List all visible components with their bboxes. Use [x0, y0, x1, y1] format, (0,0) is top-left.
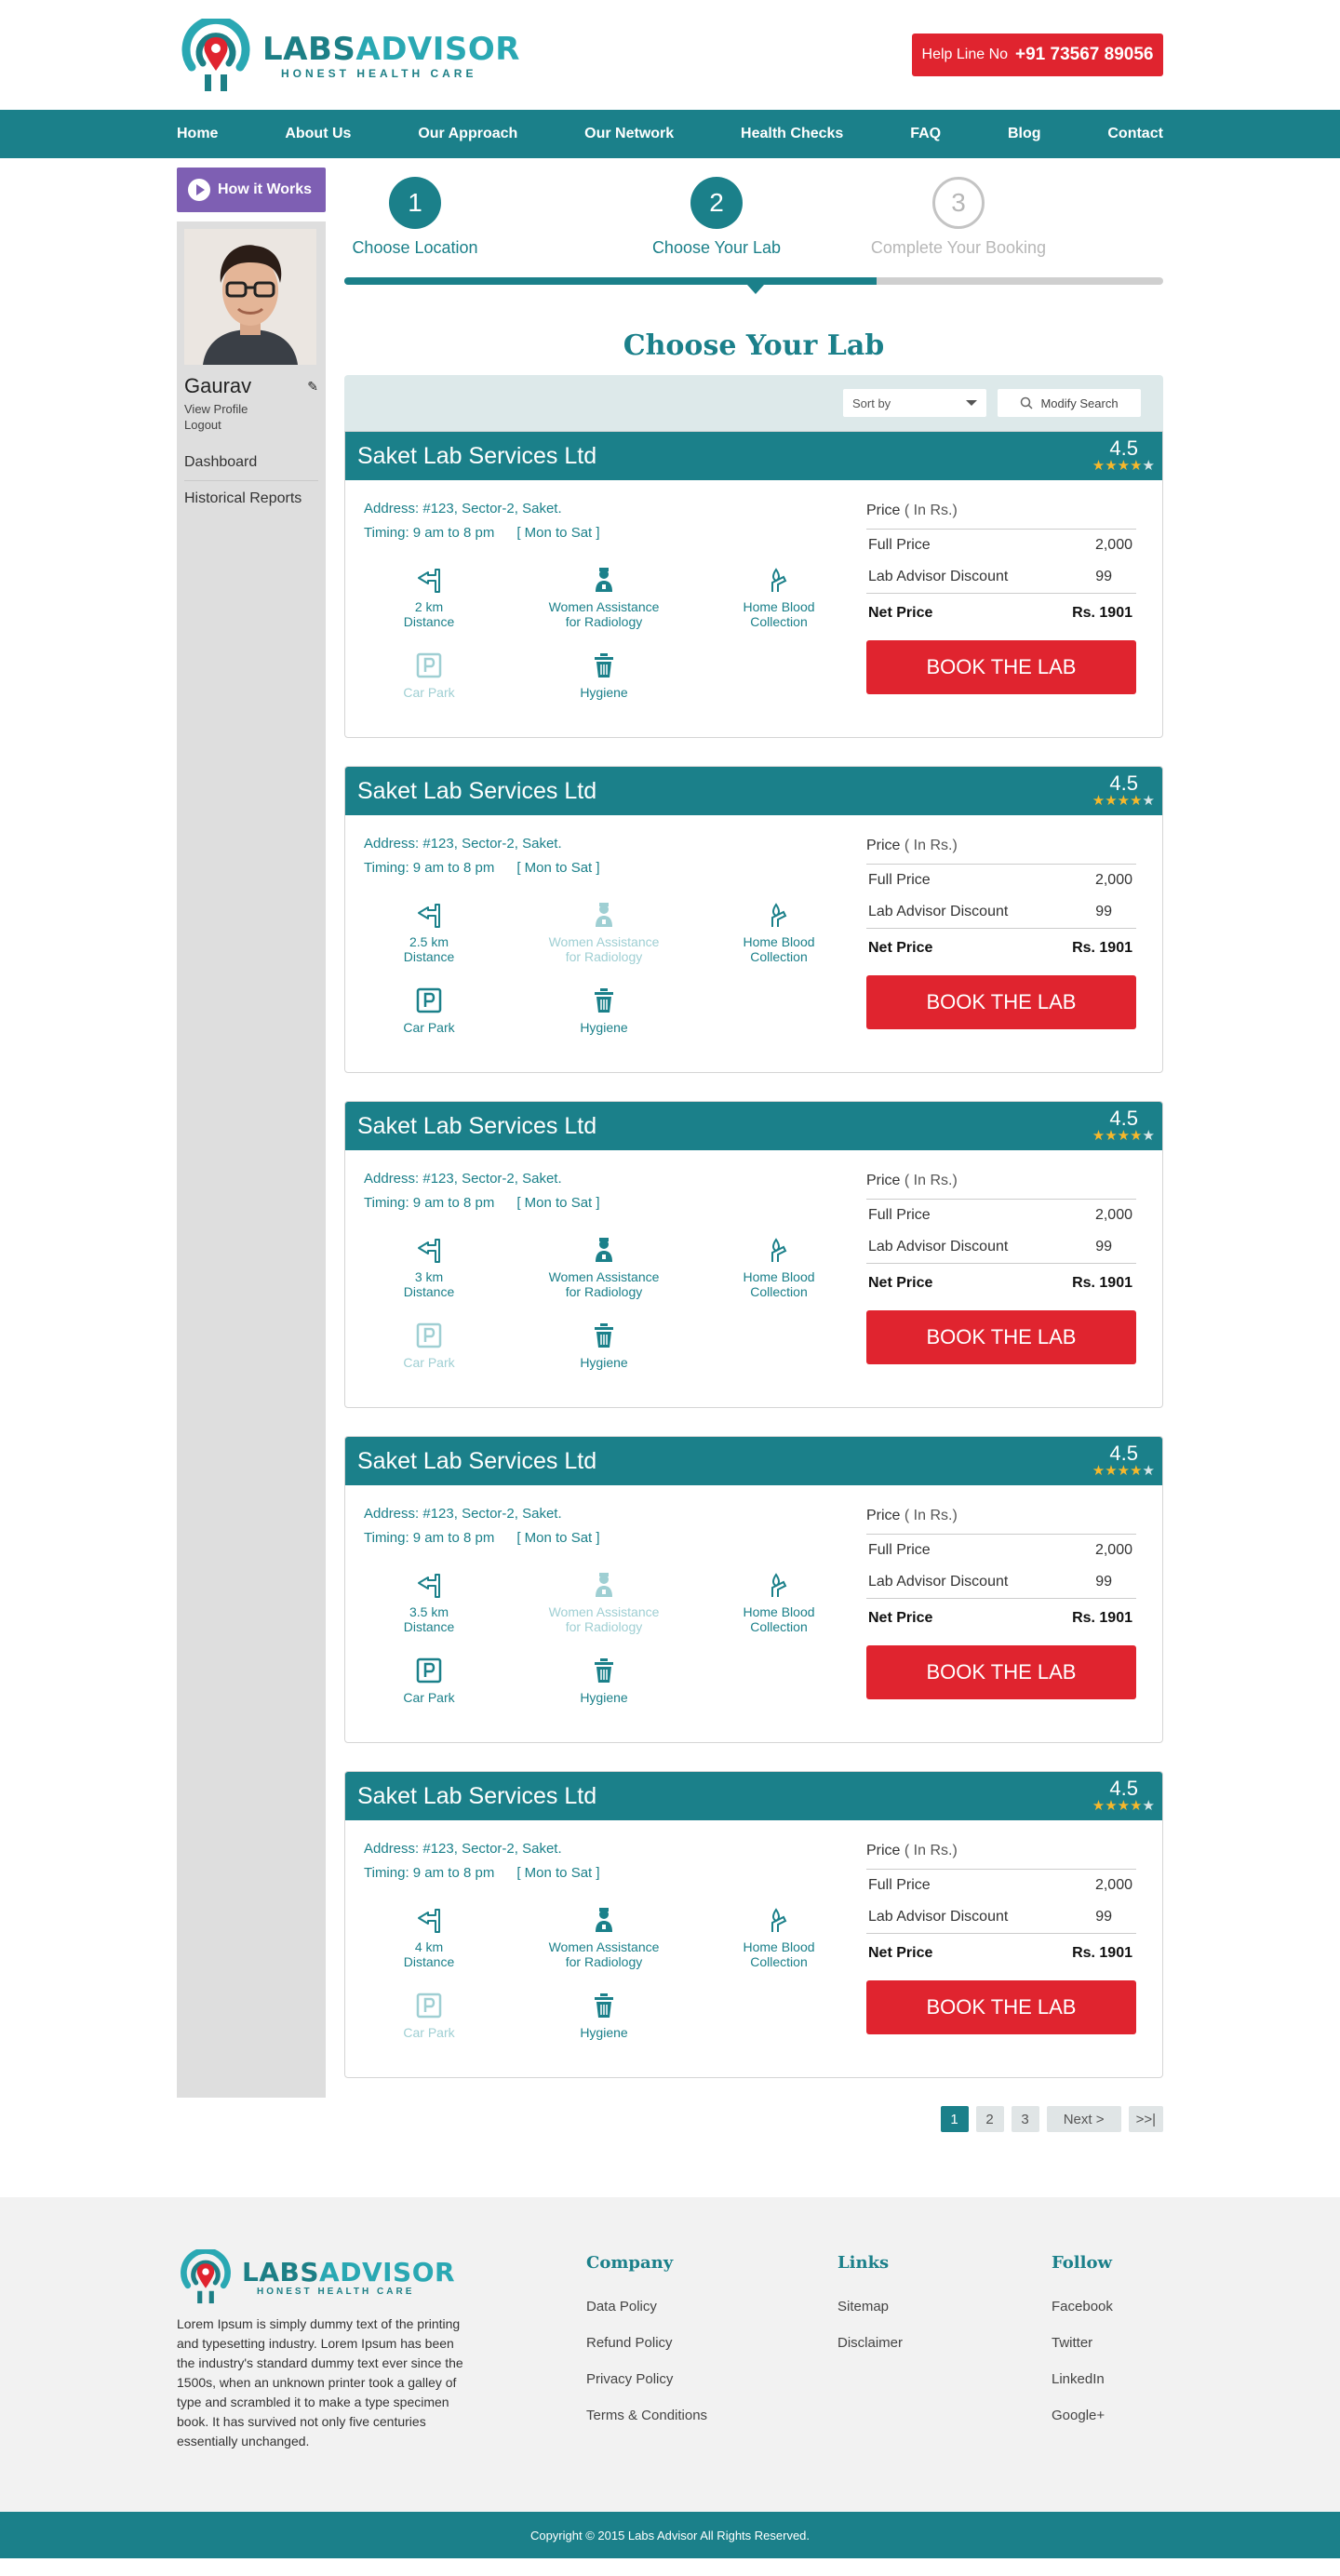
price-heading: Price ( In Rs.)	[866, 838, 1136, 865]
lab-features	[364, 1571, 857, 1705]
footer-link[interactable]: Disclaimer	[838, 2335, 904, 2351]
blood-drop-hand-icon	[765, 1571, 793, 1599]
book-the-lab-button[interactable]: BOOK THE LAB	[866, 1310, 1136, 1364]
star-icon: ★	[1117, 1463, 1131, 1479]
signpost-icon	[415, 1906, 443, 1934]
lab-features	[364, 1236, 857, 1370]
helpline-badge[interactable]	[912, 34, 1163, 76]
user-photo-icon	[184, 229, 316, 365]
book-the-lab-button[interactable]: BOOK THE LAB	[866, 1645, 1136, 1699]
price-heading: Price ( In Rs.)	[866, 1508, 1136, 1535]
price-panel	[866, 1502, 1136, 1718]
copyright-bar	[0, 2512, 1340, 2558]
parking-icon	[415, 986, 443, 1014]
feature-distance: 3 km Distance	[364, 1236, 494, 1299]
star-icon: ★	[1117, 1128, 1131, 1144]
discount-row: Lab Advisor Discount 99	[866, 1901, 1136, 1934]
footer-column-title: Company	[586, 2253, 674, 2273]
feature-car-park: Car Park	[364, 651, 494, 700]
footer-link[interactable]: Sitemap	[838, 2299, 890, 2314]
step-label: Choose Location	[352, 238, 478, 257]
feature-hygiene: Hygiene	[511, 986, 697, 1035]
star-icon: ★	[1130, 1798, 1143, 1814]
feature-home-collection: Home Blood Collection	[714, 901, 844, 964]
feature-distance: 2 km Distance	[364, 566, 494, 629]
star-icon: ★	[1105, 793, 1118, 809]
net-price-row: Net Price Rs. 1901	[868, 940, 1132, 956]
star-icon: ★	[1130, 1463, 1143, 1479]
star-icon: ★	[1092, 458, 1106, 474]
star-icon: ★	[1092, 1128, 1106, 1144]
step-1[interactable]	[322, 177, 508, 258]
feature-car-park: Car Park	[364, 1322, 494, 1370]
play-icon	[188, 179, 210, 201]
step-number: 2	[690, 177, 743, 229]
footer-company-column	[586, 2253, 707, 2444]
lab-timing: Timing: 9 am to 8 pm [ Mon to Sat ]	[364, 860, 600, 876]
profile-panel	[177, 221, 326, 2098]
user-name: Gaurav ✎	[184, 374, 318, 397]
rating-stars	[1092, 794, 1155, 809]
feature-hygiene: Hygiene	[511, 651, 697, 700]
price-panel	[866, 832, 1136, 1048]
sidebar-menu-item[interactable]: Historical Reports	[184, 480, 318, 517]
copyright-text: Copyright © 2015 Labs Advisor All Rights Reserved.	[529, 2528, 811, 2542]
lab-card-header	[345, 1102, 1162, 1150]
sort-by-select[interactable]: Sort by	[843, 389, 986, 417]
signpost-icon	[415, 566, 443, 594]
footer-logo[interactable]	[177, 2249, 455, 2305]
blood-drop-hand-icon	[765, 901, 793, 929]
brand-tagline: HONEST HEALTH CARE	[281, 67, 477, 80]
rating-value: 4.5	[1109, 436, 1138, 460]
pagination	[344, 2106, 1163, 2132]
feature-women-assistance: Women Assistance for Radiology	[511, 901, 697, 964]
star-icon: ★	[1105, 458, 1118, 474]
net-price-row: Net Price Rs. 1901	[868, 1945, 1132, 1961]
discount-row: Lab Advisor Discount 99	[866, 1566, 1136, 1599]
footer-links-column	[838, 2253, 903, 2371]
lab-card-header	[345, 1772, 1162, 1820]
lab-features	[364, 901, 857, 1035]
step-progress-fill	[344, 277, 877, 285]
logo-pin-icon	[177, 19, 255, 93]
trash-bin-icon	[590, 986, 618, 1014]
feature-women-assistance: Women Assistance for Radiology	[511, 1571, 697, 1634]
feature-car-park: Car Park	[364, 1992, 494, 2040]
lab-rating	[1092, 773, 1155, 809]
how-it-works-button[interactable]: How it Works	[177, 168, 326, 212]
rating-stars	[1092, 459, 1155, 474]
rating-value: 4.5	[1109, 1442, 1138, 1465]
lab-features	[364, 1906, 857, 2040]
feature-women-assistance: Women Assistance for Radiology	[511, 1236, 697, 1299]
rating-value: 4.5	[1109, 771, 1138, 795]
price-panel	[866, 1837, 1136, 2053]
lab-card-header	[345, 432, 1162, 480]
feature-home-collection: Home Blood Collection	[714, 1571, 844, 1634]
avatar	[184, 229, 316, 365]
helpline-label: Help Line No	[921, 47, 1009, 62]
feature-home-collection: Home Blood Collection	[714, 1906, 844, 1969]
feature-home-collection: Home Blood Collection	[714, 1236, 844, 1299]
blood-drop-hand-icon	[765, 1906, 793, 1934]
star-icon: ★	[1092, 1798, 1106, 1814]
lab-card-header	[345, 767, 1162, 815]
sidebar-menu-item[interactable]: Dashboard	[184, 454, 258, 470]
helpline-number: +91 73567 89056	[1015, 45, 1154, 64]
footer-brand-tagline: HONEST HEALTH CARE	[257, 2286, 415, 2297]
footer-link[interactable]: LinkedIn	[1052, 2371, 1105, 2387]
feature-home-collection: Home Blood Collection	[714, 566, 844, 629]
lab-name[interactable]: Saket Lab Services Ltd	[357, 1782, 597, 1809]
lab-card	[344, 1101, 1163, 1408]
lab-name[interactable]: Saket Lab Services Ltd	[357, 777, 597, 804]
feature-distance: 3.5 km Distance	[364, 1571, 494, 1634]
net-price-row: Net Price Rs. 1901	[868, 1275, 1132, 1291]
footer-about-text: Lorem Ipsum is simply dummy text of the printing and typesetting industry. Lorem Ipsum has been the industry's standard dummy text ever since the 1500s, when an unknown printer took a galley of type and scrambled it to make a type specimen book. It has survived not only five centuries essentially unchanged.	[177, 2316, 463, 2449]
page-3-button[interactable]: 3	[1012, 2106, 1039, 2132]
lab-timing: Timing: 9 am to 8 pm [ Mon to Sat ]	[364, 1865, 600, 1881]
search-icon	[1020, 396, 1033, 409]
main-nav	[0, 110, 1340, 158]
lab-card	[344, 1436, 1163, 1743]
brand-name: LABSADVISOR	[262, 31, 520, 68]
full-price-row: Full Price 2,000	[868, 872, 1132, 888]
step-number: 3	[932, 177, 985, 229]
nurse-icon	[590, 1906, 618, 1934]
feature-car-park: Car Park	[364, 1657, 494, 1705]
lab-card	[344, 766, 1163, 1073]
signpost-icon	[415, 901, 443, 929]
full-price-row: Full Price 2,000	[868, 1207, 1132, 1223]
nav-item[interactable]: Our Network	[584, 126, 675, 141]
lab-timing: Timing: 9 am to 8 pm [ Mon to Sat ]	[364, 525, 600, 541]
full-price-row: Full Price 2,000	[868, 1542, 1132, 1558]
footer-link[interactable]: Twitter	[1052, 2335, 1093, 2351]
lab-rating	[1092, 1108, 1155, 1144]
lab-timing: Timing: 9 am to 8 pm [ Mon to Sat ]	[364, 1195, 600, 1211]
trash-bin-icon	[590, 651, 618, 679]
price-panel	[866, 497, 1136, 713]
site-header	[0, 0, 1340, 110]
star-icon: ★	[1130, 458, 1143, 474]
price-heading: Price ( In Rs.)	[866, 503, 1136, 530]
trash-bin-icon	[590, 1322, 618, 1349]
star-icon: ★	[1142, 793, 1155, 809]
nav-item[interactable]: Our Approach	[418, 126, 518, 141]
rating-stars	[1092, 1129, 1155, 1144]
net-price-row: Net Price Rs. 1901	[868, 605, 1132, 621]
step-2[interactable]	[623, 177, 810, 258]
trash-bin-icon	[590, 1992, 618, 2019]
step-3[interactable]	[865, 177, 1052, 258]
lab-name[interactable]: Saket Lab Services Ltd	[357, 1447, 597, 1474]
chevron-down-icon	[966, 400, 977, 406]
lab-card	[344, 431, 1163, 738]
star-icon: ★	[1105, 1798, 1118, 1814]
page-title: Choose Your Lab	[623, 329, 885, 362]
blood-drop-hand-icon	[765, 1236, 793, 1264]
star-icon: ★	[1117, 458, 1131, 474]
discount-row: Lab Advisor Discount 99	[866, 896, 1136, 929]
sidebar	[177, 168, 326, 2197]
lab-address: Address: #123, Sector-2, Saket.	[364, 501, 562, 517]
site-logo[interactable]	[177, 19, 520, 93]
rating-value: 4.5	[1109, 1777, 1138, 1800]
footer-link[interactable]: Terms & Conditions	[586, 2408, 708, 2423]
page-2-button[interactable]: 2	[976, 2106, 1004, 2132]
rating-stars	[1092, 1464, 1155, 1479]
signpost-icon	[415, 1236, 443, 1264]
star-icon: ★	[1130, 793, 1143, 809]
booking-steps	[344, 168, 1163, 316]
net-price-row: Net Price Rs. 1901	[868, 1610, 1132, 1626]
footer-link[interactable]: Refund Policy	[586, 2335, 673, 2351]
feature-women-assistance: Women Assistance for Radiology	[511, 566, 697, 629]
full-price-row: Full Price 2,000	[868, 537, 1132, 553]
price-panel	[866, 1167, 1136, 1383]
lab-rating	[1092, 438, 1155, 474]
lab-address: Address: #123, Sector-2, Saket.	[364, 1506, 562, 1522]
lab-name[interactable]: Saket Lab Services Ltd	[357, 1112, 597, 1139]
nav-item[interactable]: FAQ	[910, 126, 942, 141]
edit-pencil-icon[interactable]: ✎	[307, 378, 318, 394]
parking-icon	[415, 1657, 443, 1684]
footer-column-title: Follow	[1052, 2253, 1112, 2273]
lab-timing: Timing: 9 am to 8 pm [ Mon to Sat ]	[364, 1530, 600, 1546]
star-icon: ★	[1142, 1128, 1155, 1144]
star-icon: ★	[1142, 1463, 1155, 1479]
book-the-lab-button[interactable]: BOOK THE LAB	[866, 1980, 1136, 2034]
footer-brand-name: LABSADVISOR	[242, 2256, 456, 2288]
lab-address: Address: #123, Sector-2, Saket.	[364, 836, 562, 852]
star-icon: ★	[1092, 793, 1106, 809]
nav-item[interactable]: Blog	[1007, 126, 1041, 141]
page-1-button[interactable]: 1	[941, 2106, 969, 2132]
lab-card-header	[345, 1437, 1162, 1485]
nurse-icon	[590, 566, 618, 594]
price-heading: Price ( In Rs.)	[866, 1173, 1136, 1200]
modify-search-button[interactable]: Modify Search	[998, 389, 1141, 417]
lab-card	[344, 1771, 1163, 2078]
step-number: 1	[389, 177, 441, 229]
star-icon: ★	[1142, 1798, 1155, 1814]
footer-column-title: Links	[838, 2253, 890, 2273]
discount-row: Lab Advisor Discount 99	[866, 561, 1136, 594]
footer-follow-column	[1052, 2253, 1113, 2444]
nav-item[interactable]: About Us	[285, 126, 352, 141]
logo-pin-icon	[177, 2249, 234, 2305]
rating-stars	[1092, 1799, 1155, 1814]
logout-link[interactable]: Logout	[184, 418, 221, 432]
footer-link[interactable]: Privacy Policy	[586, 2371, 674, 2387]
step-label: Choose Your Lab	[651, 238, 782, 257]
lab-address: Address: #123, Sector-2, Saket.	[364, 1841, 562, 1857]
nav-item[interactable]: Contact	[1107, 126, 1163, 141]
filter-bar	[344, 375, 1163, 431]
nurse-icon	[590, 1571, 618, 1599]
nav-item[interactable]: Home	[177, 126, 219, 141]
parking-icon	[415, 1992, 443, 2019]
star-icon: ★	[1142, 458, 1155, 474]
main-content	[344, 168, 1163, 2197]
parking-icon	[415, 1322, 443, 1349]
footer-link[interactable]: Data Policy	[586, 2299, 657, 2314]
signpost-icon	[415, 1571, 443, 1599]
nav-item[interactable]: Health Checks	[741, 126, 844, 141]
current-step-arrow-icon	[747, 285, 764, 294]
star-icon: ★	[1117, 1798, 1131, 1814]
feature-hygiene: Hygiene	[511, 1657, 697, 1705]
blood-drop-hand-icon	[765, 566, 793, 594]
discount-row: Lab Advisor Discount 99	[866, 1231, 1136, 1264]
nurse-icon	[590, 1236, 618, 1264]
star-icon: ★	[1130, 1128, 1143, 1144]
lab-features	[364, 566, 857, 700]
feature-hygiene: Hygiene	[511, 1322, 697, 1370]
feature-car-park: Car Park	[364, 986, 494, 1035]
site-footer	[0, 2197, 1340, 2512]
star-icon: ★	[1117, 793, 1131, 809]
full-price-row: Full Price 2,000	[868, 1877, 1132, 1893]
lab-address: Address: #123, Sector-2, Saket.	[364, 1171, 562, 1187]
lab-name[interactable]: Saket Lab Services Ltd	[357, 442, 597, 469]
book-the-lab-button[interactable]: BOOK THE LAB	[866, 640, 1136, 694]
nurse-icon	[590, 901, 618, 929]
last-page-button[interactable]: >>|	[1129, 2106, 1163, 2132]
feature-distance: 2.5 km Distance	[364, 901, 494, 964]
star-icon: ★	[1105, 1463, 1118, 1479]
footer-link[interactable]: Google+	[1052, 2408, 1106, 2423]
book-the-lab-button[interactable]: BOOK THE LAB	[866, 975, 1136, 1029]
footer-link[interactable]: Facebook	[1052, 2299, 1113, 2314]
star-icon: ★	[1092, 1463, 1106, 1479]
parking-icon	[415, 651, 443, 679]
step-label: Complete Your Booking	[870, 238, 1047, 257]
trash-bin-icon	[590, 1657, 618, 1684]
next-page-button[interactable]: Next >	[1047, 2106, 1121, 2132]
feature-distance: 4 km Distance	[364, 1906, 494, 1969]
star-icon: ★	[1105, 1128, 1118, 1144]
price-heading: Price ( In Rs.)	[866, 1843, 1136, 1870]
rating-value: 4.5	[1109, 1107, 1138, 1130]
step-progress-bar	[344, 277, 1163, 285]
lab-rating	[1092, 1778, 1155, 1814]
view-profile-link[interactable]: View Profile	[184, 402, 248, 416]
feature-hygiene: Hygiene	[511, 1992, 697, 2040]
feature-women-assistance: Women Assistance for Radiology	[511, 1906, 697, 1969]
lab-rating	[1092, 1443, 1155, 1479]
